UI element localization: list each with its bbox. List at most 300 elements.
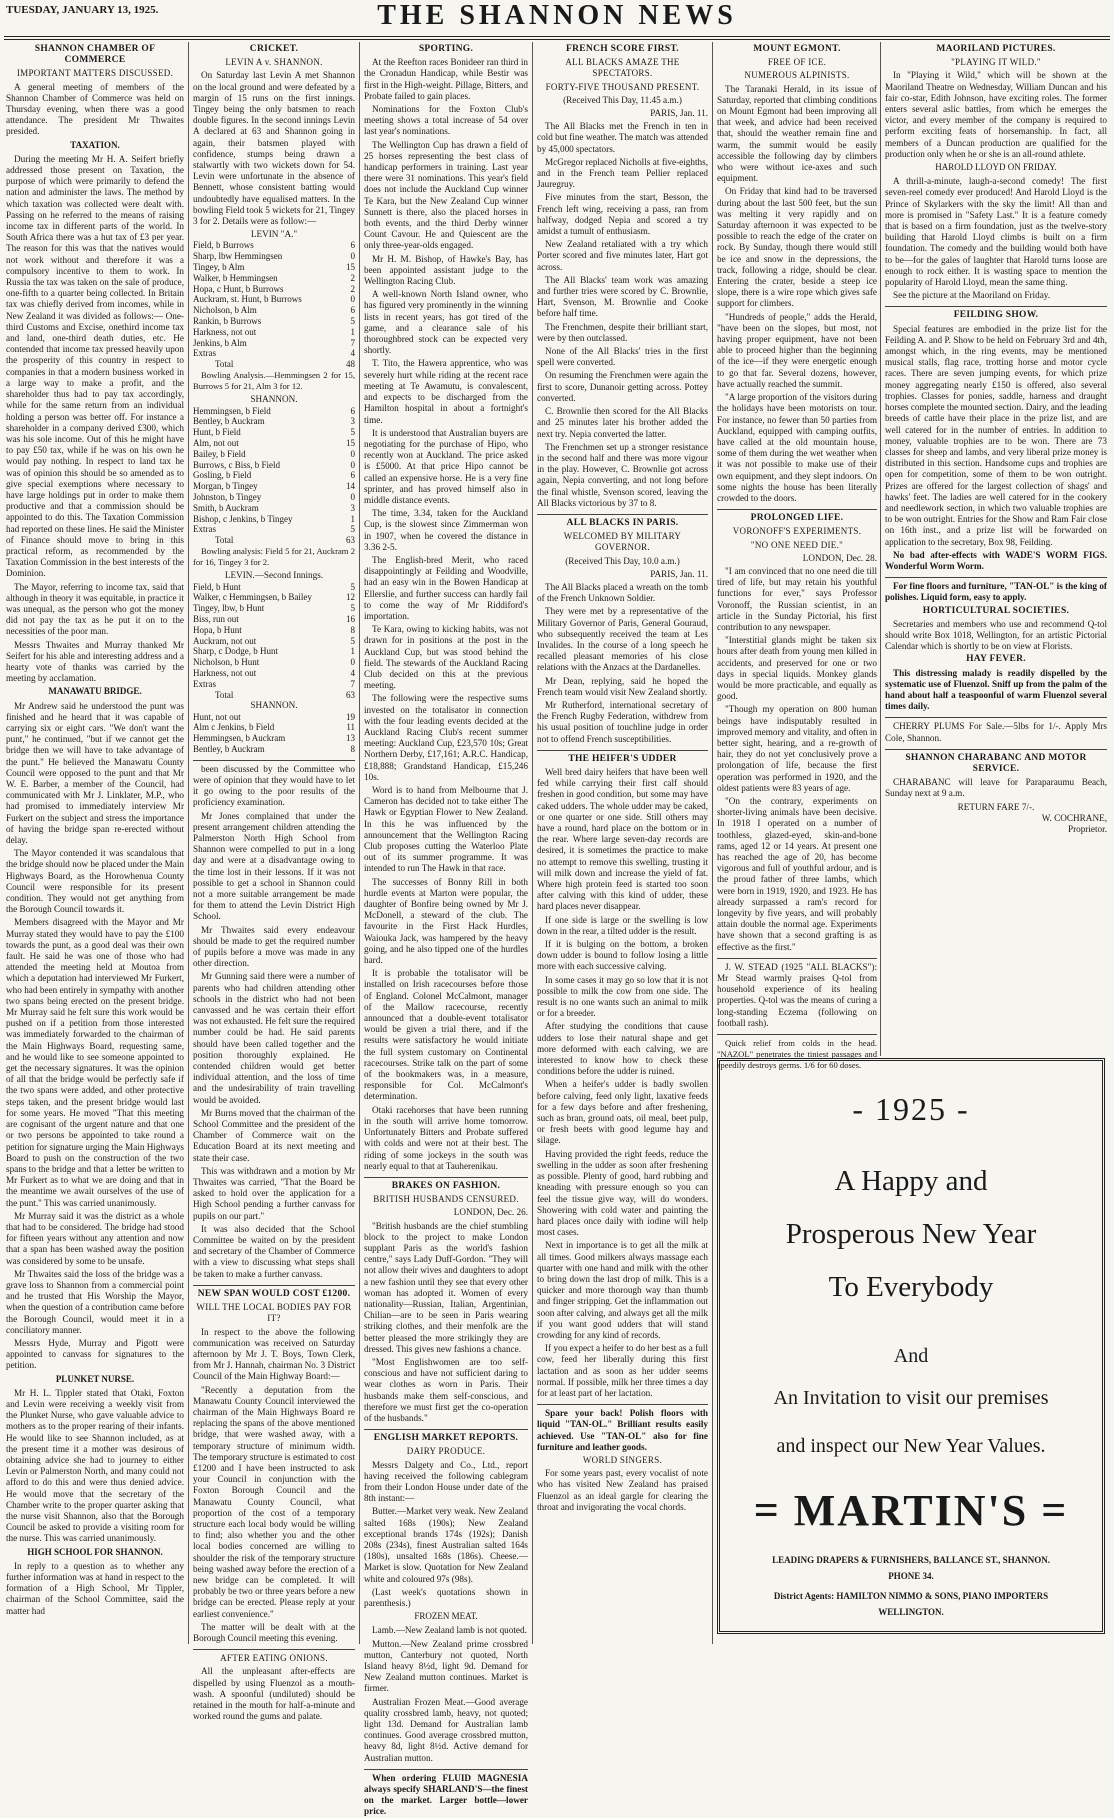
batsman-entry: Field, b Burrows [193,240,254,251]
column-6 [885,42,1107,1054]
batsman-entry: Rankin, b Burrows [193,316,262,327]
article-paragraph: On resuming the Frenchmen were again the first to score, Dunanoir getting across. Pottey converted. [537,370,708,403]
article-paragraph: The All Blacks met the French in ten in cold but fine weather. The match was attended by 45,000 spectators. [537,121,708,154]
batsman-runs: 1 [350,646,355,657]
batsman-entry: Sharp, c Dodge, b Hunt [193,646,278,657]
column-5 [717,42,877,1071]
batsman-entry: Alm c Jenkins, b Field [193,722,275,733]
article-paragraph: Five minutes from the start, Besson, the French left wing, receiving a pass, ran from halfway, dodged Nepia and scored a try amidst a tumult of enthusiasm. [537,192,708,237]
total-label: Total [215,535,234,546]
bowling-analysis: Bowling Analysis.—Hemmingsen 2 for 15, Burrows 5 for 21, Alm 3 for 12. [193,370,355,392]
batsman-runs: 13 [346,733,355,744]
batsman-runs: 4 [350,348,355,359]
ad-city: WELLINGTON. [878,1607,944,1617]
article-paragraph: McGregor replaced Nicholls at five-eighths, and in the French team Pellier replaced Jauregruy. [537,156,708,190]
advert-paragraph: All the unpleasant after-effects are dispelled by using Fluenzol as a mouth-wash. A spoonful (undiluted) should be retained in the mouth for half-a-minute and worked round the gums and palate. [193,1666,355,1722]
article-paragraph: Mr Dean, replying, said he hoped the French team would visit New Zealand shortly. [537,675,708,697]
subheadline: NUMEROUS ALPINISTS. [744,70,850,81]
scorecard-row [193,514,355,525]
article-paragraph: The successes of Bonny Rill in both hurdle events at Marton were popular, the daughter of Bonfire being owned by Mr J. McDonell, a steward of the club. The favourite in the First Hack Hurdles, Waiouka Jack, was hampered by the heavy going, and he also tipped one of the hurdles hard. [364,876,528,966]
batsman-runs: 15 [346,262,355,273]
article-paragraph: Messrs Thwaites and Murray thanked Mr Seifert for his able and interesting address and a hearty vote of thanks was carried by the meeting by acclamation. [6,639,184,684]
batsman-entry: Nicholson, b Alm [193,305,257,316]
article-paragraph: The Mayor contended it was scandalous that the bridge should now be placed under the Main Highways Board, as the Horowhenua County Council were responsible for its present condition. They would not get anything from the Borough Council towards it. [6,848,184,915]
column-3 [364,42,528,1817]
article-paragraph: It is probable the totalisator will be installed on Irish racecourses before those of England. Colonel McCalmont, manager of the Mallow racecourse, recently announced that a double-event totalisator would be given a trial there, and if the results were satisfactory he would initiate the full system customary on Continental racecourses. Strike talk on the part of some of the bookmakers was, in a measure, responsible for Col. McCalmont's determination. [364,968,528,1102]
article-paragraph: (Last week's quotations shown in parenthesis.) [364,1586,528,1609]
article-paragraph: Te Kara, owing to kicking habits, was not drawn for in positions at the post in the Auckland Cup, but was stood behind the field. The stewards of the Auckland Racing Club decided on this at the previous meeting. [364,624,528,691]
scorecard-row [193,273,355,284]
batsman-runs: 1 [350,326,355,337]
article-paragraph: Mr Murray said it was the district as a whole that had to be considered. The bridge had stood for fifteen years without any attention and now that a span has been washed away the position was considered by some to be unsafe. [6,1210,184,1266]
headline-feilding-show: FEILDING SHOW. [953,310,1039,321]
total-runs: 63 [346,535,355,546]
batsman-runs: 0 [350,448,355,459]
headline-horticultural: HORTICULTURAL SOCIETIES. [922,605,1070,616]
article-paragraph: Mr Rutherford, international secretary of the French Rugby Federation, withdrew from his usual position of touchline judge in order not to offend French susceptibilities. [537,699,708,744]
batsman-runs: 0 [350,657,355,668]
article-paragraph: None of the All Blacks' tries in the first spell were converted. [537,346,708,368]
article-paragraph: "A large proportion of the visitors during the holidays have been motorists on tour. For instance, no fewer than 50 parties from Auckland, equipped with camping outfits, have called at the old mountain house, some of them during the wet weather when it was not possible to make use of their own equipment, and they slept indoors. On some nights the house has been literally crowded to the doors. [717,392,877,503]
headline-sporting: SPORTING. [418,44,474,54]
article-paragraph: "Interstitial glands might be taken six hours after death from young men killed in accidents, and preserved for one or two days in special liquids. Monkey glands would be more practicable, and equally as good. [717,635,877,702]
team-heading: SHANNON. [250,700,298,711]
ad-address: LEADING DRAPERS & FURNISHERS, BALLANCE ST., SHANNON. [772,1555,1050,1565]
dateline: LONDON, Dec. 28. [802,552,877,563]
batsman-entry: Bishop, c Jenkins, b Tingey [193,513,293,524]
article-paragraph: "Though my operation on 800 human beings have indisputably resulted in improved memory and vitality, and often in better sight, hearing, and a re-growth of hair, they do not yet conclusively prove a prolongation of life, because the first operation was performed in 1920, and the oldest patients were 83 years of age. [717,704,877,793]
dateline: PARIS, Jan. 11. [650,568,708,579]
article-paragraph: If you expect a heifer to do her best as a full cow, feed her liberally during this first lactation and as soon as her udder seems normal. If possible, milk her three times a day for at least part of her lactation. [537,1343,708,1398]
article-paragraph: The following were the respective sums invested on the totalisator in connection with the four leading events decided at the Auckland Racing Club's recent summer meeting: Auckland Cup, £23,570 10s; Great Northern Derby, £17,161; A.R.C. Handicap, £18,888; Grandstand Handicap, £15,246 10s. [364,693,528,782]
article-paragraph: Mutton.—New Zealand prime crossbred mutton, Canterbury not quoted, North Island heavy 8½d, light 9d. Demand for New Zealand mutton continues. Market is firmer. [364,1638,528,1694]
article-paragraph: The Mayor, referring to income tax, said that although in theory it was equitable, in practice it was unequal, as the person who got the money did not pay the tax as he put it on to the necessities of the poor man. [6,581,184,637]
scorecard-row [193,524,355,535]
batsman-entry: Walker, c Hemmingsen, b Bailey [193,592,312,603]
subheadline: WELCOMED BY MILITARY GOVERNOR. [563,531,682,553]
subheadline: IMPORTANT MATTERS DISCUSSED. [16,68,174,79]
team-heading: LEVIN.—Second Innings. [224,570,324,581]
scorecard-row [193,460,355,471]
batsman-entry: Tingey, b Alm [193,262,245,273]
article-paragraph: They were met by a representative of the Military Governor of Paris, General Gouraud, who subsequently received the team at Les Invalides. In the course of a long speech he recalled pleasant memories of his close relations with the Anzacs at the Dardanelles. [537,606,708,673]
batsman-entry: Auckram, not out [193,635,257,646]
scorecard-row [193,733,355,744]
advert-paragraph: J. W. STEAD (1925 "ALL BLACKS"): Mr Stead warmly praises Q-tol from household experience of its healing properties. Q-tol was the means of curing a long-standing Eczema (following on football rash). [717,961,877,1028]
batsman-runs: 3 [350,416,355,427]
scorecard-row [193,327,355,338]
subheadline: FREE OF ICE. [767,57,827,68]
scorecard-row [193,406,355,417]
batsman-entry: Hunt, not out [193,711,241,722]
article-paragraph: C. Brownlie then scored for the All Blacks and 25 minutes later his brother added the next try. Nepia converted the latter. [537,406,708,439]
article-paragraph: The Taranaki Herald, in its issue of Saturday, reported that climbing conditions on Mount Egmont had been improving all that week, and advice had been received that, should the weather remain fine and warm, the summit would be easily accessible the following day by climbers who were without ice-axes and such equipment. [717,83,877,184]
article-paragraph: Australian Frozen Meat.—Good average quality crossbred lamb, heavy, not quoted; light 13d. Demand for Australian lamb continues. Good average crossbred mutton, heavy 8d, light 8½d. Active demand for Australian mutton. [364,1696,528,1763]
scorecard-row [193,262,355,273]
total-label: Total [215,359,234,370]
scorecard-row [193,316,355,327]
scorecard-row [193,481,355,492]
article-paragraph: New Zealand retaliated with a try which Porter scored and five minutes later, Hart got across. [537,239,708,272]
section-heading: TAXATION. [70,139,120,150]
batsman-runs: 5 [350,316,355,327]
divider [885,306,1107,307]
column-2 [193,42,355,1722]
batsman-entry: Morgan, b Tingey [193,481,258,492]
batsman-runs: 6 [350,240,355,251]
scorecard-row [193,668,355,679]
headline-mount-egmont: MOUNT EGMONT. [753,44,841,54]
batsman-runs: 5 [350,603,355,614]
divider [885,717,1107,718]
classified-ad: CHARABANC will leave for Paraparaumu Beach, Sunday next at 9 a.m. [885,777,1107,799]
fare-note: RETURN FARE 7/-. [957,801,1035,812]
article-paragraph: A well-known North Island owner, who has figured very prominently in the winning lists in recent years, has got tired of the game, and a clearance sale of his thoroughbred stock can be expected very shortly. [364,289,528,356]
article-paragraph: Mr Thwaites said every endeavour should be made to get the required number of pupils before a move was made in any other direction. [193,924,355,969]
batsman-runs: 19 [346,711,355,722]
batsman-entry: Hopa, c Hunt, b Burrows [193,283,284,294]
dateline: LONDON, Dec. 26. [453,1207,528,1218]
advert-paragraph: Spare your back! Polish floors with liquid "TAN-OL." Brilliant results easily achieved. Use "TAN-OL" also for fine furniture and leather goods. [537,1408,708,1452]
scorecard-total [193,359,355,370]
batsman-entry: Hemmingsen, b Auckram [193,733,286,744]
batsman-runs: 2 [350,283,355,294]
section-heading: HAROLD LLOYD ON FRIDAY. [935,162,1057,173]
article-paragraph: A general meeting of members of the Shannon Chamber of Commerce was held on Thursday evening, when there was a good attendance. The president Mr Thwaites presided. [6,81,184,137]
scorecard-row [193,503,355,514]
subheadline: DAIRY PRODUCE. [406,1446,486,1457]
scorecard-row [193,614,355,625]
advert-paragraph: No bad after-effects with WADE'S WORM FIGS. Wonderful Worm Worm. [885,549,1107,571]
article-paragraph: The English-bred Merit, who raced disappointingly at Feilding and Woodville, had an easy win in the Bowen Handicap at Ellerslie, and further success can hardly fail to come the way of Mr Riddiford's importation. [364,554,528,621]
batsman-entry: Smith, b Auckram [193,502,259,513]
scorecard-row [193,492,355,503]
batsman-entry: Sharp, lbw Hemmingsen [193,251,283,262]
section-heading: HIGH SCHOOL FOR SHANNON. [27,1546,163,1557]
advert-paragraph: For some years past, every vocalist of note who has visited New Zealand has praised Fluenzol as an ideal gargle for clearing the throat and invigorating the vocal chords. [537,1468,708,1512]
scorecard-row [193,582,355,593]
divider [885,577,1107,578]
batsman-entry: Nicholson, b Hunt [193,657,260,668]
article-paragraph: At the Reefton races Bonideer ran third in the Cronadun Handicap, while Bestir was first in the High-weight. Pillage, Bitters, and Probate failed to gain places. [364,57,528,101]
headline-market-reports: ENGLISH MARKET REPORTS. [373,1433,519,1444]
article-paragraph: Well bred dairy heifers that have been well fed while carrying their first calf should freshen in good condition, but some may have caked udders. The whole udder may be caked, or one quarter or one side. Still others may have a round, hard place on the bottom or in the rear. Where large seven-day records are desired, it is sometimes the practice to make no attempt to remove this swelling, trusting it will milk down and increase the yield of fat. Where high protein feed is started too soon after calving with this kind of udder, these hard places never disappear. [537,766,708,912]
scorecard-row [193,251,355,262]
headline-world-singers: WORLD SINGERS. [582,1454,663,1465]
article-paragraph: Mr Burns moved that the chairman of the School Committee and the president of the Chamber of Commerce wait on the Education Board at its next meeting and state their case. [193,1107,355,1163]
scorecard-row [193,636,355,647]
divider [193,760,355,761]
column-separator [712,42,713,1644]
scorecard-row [193,294,355,305]
batsman-runs: 0 [350,251,355,262]
batsman-runs: 5 [350,524,355,535]
batsman-entry: Harkness, not out [193,667,257,678]
article-paragraph: On Saturday last Levin A met Shannon on the local ground and were defeated by a margin of 15 runs on the first innings. Tingey being the only batsmen to reach double figures. In the second innings Levin A declared at 63 and Shannon going in again, their batsmen played with confidence, stumps being drawn a stalwartly with two wickets down for 54. Levin were unfortunate in the absence of Bennett, whose consistent batting would undoubtedly have equalised matters. In the bowling Field took 5 wickets for 21, Tingey 3 for 2. Details were as follow:— [193,70,355,227]
subheadline: "PLAYING IT WILD." [951,57,1041,68]
section-heading: PLUNKET NURSE. [55,1373,135,1384]
masthead-rule-lower [4,39,1110,40]
article-paragraph: The Frenchmen set up a stronger resistance in the second half and there was more vigour in the play. However, C. Brownlie got across again, Nepia converting, and not long before the final whistle, Svenson scored, leaving the All Blacks victorious by 37 to 8. [537,441,708,508]
advert-paragraph: For fine floors and furniture, "TAN-OL" is the king of polishes. Liquid form, easy to apply. [885,581,1107,603]
subheadline: LEVIN A v. SHANNON. [225,57,323,68]
article-paragraph: The Wellington Cup has drawn a field of 25 horses representing the best class of handicap performers in training. Last year there were 31 nominations. This year's field does not include the Auckland Cup winner Te Kara, but the New Zealand Cup winner Sunnett is there, also the placed horses in both events, and the third Derby winner Count Cavour. He and Quiescent are the only three-year-olds engaged. [364,139,528,251]
batsman-entry: Johnston, b Tingey [193,492,262,502]
subheadline: WILL THE LOCAL BODIES PAY FOR IT? [196,1302,352,1324]
article-paragraph: "I am convinced that no one need die till tired of life, but may retain his youthful functions for ever," says Professor Voronoff, the Russian scientist, in an article in the Sunday Pictorial, his first contribution to any newspaper. [717,565,877,632]
article-paragraph: "On the contrary, experiments on shorter-living animals have been decisive. In 1918 I operated on a number of toothless, glazed-eyed, skin-and-bone rams, aged 12 or 14 years. At present one has reached the age of 20, has become vigorous and full of youthful ardour, and is the proud father of three lambs, which were born in 1919, 1920, and 1923. He has already surpassed a ram's record for longevity by five years, and will probably attain double the normal age. Experiments have shown that a second grafting is as effective as the first." [717,796,877,952]
article-paragraph: been discussed by the Committee who were of opinion that they would have to let it go owing to the poor results of the proficiency examination. [193,763,355,808]
ad-greeting-line-3: To Everybody [828,1271,994,1303]
scorecard-row [193,744,355,755]
batsman-runs: 8 [350,743,355,754]
batsman-runs: 6 [350,305,355,316]
bowling-analysis: Bowling analysis: Field 5 for 21, Auckram 2 for 16, Tingey 3 for 2. [193,545,355,568]
article-paragraph: It was also decided that the School Committee be waited on by the president and secretary of the Chamber of Commerce with a view to discussing what steps shall be taken to make a further canvass. [193,1223,355,1279]
scorecard-row [193,657,355,668]
masthead-rule [4,36,1110,37]
advert-paragraph: When ordering FLUID MAGNESIA always specify SHARLAND'S—the finest on the market. Larger bottle—lower price. [364,1772,528,1817]
column-separator [532,42,533,1644]
article-paragraph: Mr Andrew said he understood the punt was finished and he heard that it was capable of carrying six or eight cars. "We don't want the punt," he continued, "but if we cannot get the bridge then we will have to take advantage of the punt." He believed the Manawatu County Council were opposed to the punt and that Mr W. E. Barber, a member of the Council, had communicated with Mr J. Linklater, M.P., who had promised to immediately interview Mr Furkert on the subject and stress the importance of having the bridge span re-erected without delay. [6,700,184,846]
article-paragraph: This was withdrawn and a motion by Mr Thwaites was carried, "That the Board be asked to hold over the application for a High School pending a further canvass for pupils on our part." [193,1165,355,1221]
ad-brand-name: = MARTIN'S = [753,1486,1069,1535]
batsman-runs: 0 [350,294,355,305]
article-paragraph: "Recently a deputation from the Manawatu County Council interviewed the chairman of the Main Highways Board re replacing the spans of the above mentioned bridge, that were washed away, with a temporary structure of minimum width. The temporary structure is estimated to cost £1200 and I have been instructed to ask your Council in conjunction with the Foxton Borough Council and the Manawatu County Council, what proportion of the cost of a temporary structure each local body would be willing to find; also whether you and the other local bodies concerned are willing to shoulder the risk of the temporary structure being washed away before the erection of a new bridge can be completed. It will probably be two or three years before a new bridge can be erected. Please reply at your earliest convenience." [193,1384,355,1619]
advert-paragraph: Quick relief from colds in the head. "NAZOL" penetrates the tiniest passages and speedily destroys germs. 1/6 for 60 doses. [717,1038,877,1071]
divider [193,1649,355,1650]
advert-paragraph: This distressing malady is readily dispelled by the systematic use of Fluenzol. Sniff up from the palm of the hand about half a teaspoonful of warm Fluenzol several times daily. [885,667,1107,712]
batsman-entry: Biss, run out [193,613,239,624]
subheadline: "NO ONE NEED DIE." [750,539,844,550]
article-paragraph: Having provided the right feeds, reduce the swelling in the udder as soon after freshening as possible. Plenty of good, hard rubbing and kneading with pressure enough so you can feel the tissue give way, will do wonders. Showering with cold water and painting the hard places once daily with iodine will help most cases. [537,1148,708,1238]
article-paragraph: After studying the conditions that cause udders to lose their natural shape and get more deformed with each calving, we are interested to know how to check these conditions before the udder is ruined. [537,1021,708,1077]
issue-date: TUESDAY, JANUARY 13, 1925. [6,4,159,16]
divider [717,958,877,959]
headline-hay-fever: HAY FEVER. [966,654,1026,665]
article-paragraph: During the meeting Mr H. A. Seifert briefly addressed those present on Taxation, the purpose of which were primarily to defend the nation and administer the laws. The method by which taxation was collected were dealt with. Passing on he referred to the means of raising income tax in different parts of the world. In South Africa there was a hut tax of £3 per year. The reason for this was that the natives would not work without and therefore it was a compulsory incentive to them to work. In Russia the tax was taken on the sale of produce, one-fifth to a quarter being collected. In Britain tax was chiefly derived from incomes, while in New Zealand it was divided as follows:— One-third Customs and Excise, onethird income tax and land, one-third death duties, etc. He contended that income tax pressed heavily upon the prosperity of this country in respect to companies in that a modern business worked in a large way to make a profit, and the shareholder thus had to pay tax accordingly, while for the same return from an individual holding a person was better off. For instance a shareholder in a company derived £300, which was his sole income. Out of this he might have to pay £50 tax, while if he was on his own he would pay nothing. In respect to land tax he was of opinion this should be so amended as to give special exemptions where necessary to have large holdings put in order to make them productive and that a commission should be appointed to do this. The Taxation Commission had reported on these lines. He said the Minister of Finance should move to bring in this practical reform, as recommended by the Taxation Commission in the best interests of the Dominion. [6,153,184,579]
divider [717,509,877,510]
scorecard-levin-first [193,240,355,359]
batsman-entry: Field, b Hunt [193,581,241,592]
headline-chamber-of-commerce: SHANNON CHAMBER OF COMMERCE [34,44,156,66]
divider [364,1177,528,1178]
scorecard-row [193,470,355,481]
article-paragraph: Special features are embodied in the prize list for the Feilding A. and P. Show to be held on February 3rd and 4th, amongst which, in the ring events, may be mentioned musical stalls, flag race, trotting horse and motor cycle races. There are seven jumping events, for which prize money aggregating nearly £150 is offered, also several trophies. Classes for ponies, saddle, harness and draught horses complete the mounted section. Dairy, and the leading breeds of cattle have their place in the prize list, and are well catered for in the number of entries. In addition to money, valuable trophies are to be won. There are 73 classes for sheep and lambs, and very liberal prize money is distributed in this section. Handsome cups and trophies are open for competition, some of them to be won outright. Prizes are offered for the largest collection of shags' and hawks' feet. The ladies are well catered for in the cookery and needlework section, in which two valuable trophies are to be won outright. Entries for the Show and Ram Fair close on 16th inst., and a prize list will be forwarded on application to the secretary, Box 98, Feilding. [885,323,1107,547]
article-paragraph: Secretaries and members who use and recommend Q-tol should write Box 1018, Wellington, for an artistic Pictorial Calendar which is shortly to be on view at Florists. [885,618,1107,652]
batsman-runs: 4 [350,667,355,678]
headline-heifers-udder: THE HEIFER'S UDDER [568,753,677,764]
batsman-runs: 6 [350,405,355,416]
article-paragraph: Nominations for the Foxton Club's meeting shows a total increase of 54 over last year's nominations. [364,104,528,137]
scorecard-row [193,438,355,449]
batsman-entry: Hunt, b Field [193,427,241,438]
batsman-entry: Hopa, b Hunt [193,624,242,635]
batsman-entry: Harkness, not out [193,326,257,337]
batsman-entry: Bailey, b Field [193,448,246,459]
batsman-entry: Bentley, b Auckram [193,743,265,754]
batsman-runs: 11 [346,722,355,733]
batsman-entry: Hemmingsen, b Field [193,405,271,416]
article-paragraph: In reply to a question as to whether any further information was at hand in respect to the formation of a High School, Mr Tippler, chairman of the School Committee, said the matter had [6,1560,184,1616]
ad-greeting-line-2: Prosperous New Year [785,1218,1037,1250]
article-paragraph: "British husbands are the chief stumbling block to the project to make London supplant Paris as the world's fashion centre," says Lady Duff-Gordon. "They will not allow their wives and daughters to adopt a new fashion until they see that every other woman has adopted it. Women of every nationality—Russian, Italian, Argentinian, Chilian—are to be seen in Paris wearing striking clothes, and their menfolk are the better pleased the more strikingly they are dressed. This gives new fashions a chance. [364,1220,528,1354]
scorecard-row [193,603,355,614]
article-paragraph: "Hundreds of people," adds the Herald, "have been on the slopes, but most, not having proper equipment, have not been able to proceed higher than the beginning of the ice—if they were energetic enough to go that far. Several dozens, however, have actually reached the summit. [717,311,877,389]
martins-advertisement [717,1058,1105,1634]
batsman-runs: 5 [350,427,355,438]
batsman-entry: Alm, not out [193,438,239,449]
article-paragraph: Word is to hand from Melbourne that J. Cameron has decided not to take either The Hawk or Egyptian Flower to New Zealand. In this he was influenced by the announcement that the Wellington Racing Club proposes cutting the Waterloo Plate out of its summer programme. It was intended to run The Hawk in that race. [364,785,528,874]
article-paragraph: "Most Englishwomen are too self-conscious and have not sufficient daring to wear clothes as worn in Paris. Their husbands make them self-conscious, and therefore we must first get the co-operation of the husbands." [364,1356,528,1423]
batsman-entry: Extras [193,678,216,689]
batsman-runs: 6 [350,470,355,481]
batsman-runs: 0 [350,459,355,470]
scorecard-row [193,722,355,733]
scorecard-row [193,679,355,690]
batsman-runs: 5 [350,635,355,646]
dateline: PARIS, Jan. 11. [650,108,708,119]
batsman-entry: Burrows, c Biss, b Field [193,459,281,470]
scorecard-row [193,348,355,359]
ad-invitation-line-1: An Invitation to visit our premises [773,1387,1049,1409]
column-4 [537,42,708,1644]
article-paragraph: Mr Gunning said there were a number of parents who had children attending other schools in the district who had not been canvassed and he was certain their effort was not exhausted. He felt sure the required number could be had. He said parents should have been called together and the position thoroughly explained. He contended children would get better individual attention, and the loss of time and the undesirability of train travelling would be avoided. [193,971,355,1105]
scorecard-row [193,338,355,349]
team-heading: LEVIN "A." [250,229,298,240]
divider [193,1285,355,1286]
column-separator [880,42,881,1056]
subheadline: VORONOFF'S EXPERIMENTS. [732,526,862,537]
scorecard-row [193,712,355,723]
article-paragraph: The All Blacks' team work was amazing and further tries were scored by C. Brownlie, Hart, Svenson, M. Brownlie and Cooke before half time. [537,274,708,319]
total-runs: 63 [346,689,355,700]
batsman-runs: 7 [350,337,355,348]
total-runs: 48 [346,359,355,370]
article-paragraph: When a heifer's udder is badly swollen before calving, feed only light, laxative feeds for a few days before and after freshening, such as bran, ground oats, oil meal, beet pulp, or fresh beets with good legume hay and silage. [537,1079,708,1146]
batsman-entry: Extras [193,524,216,535]
signature-title: Proprietor. [1067,824,1107,834]
article-paragraph: If one side is large or the swelling is low down in the rear, a tilted udder is the result. [537,914,708,936]
classified-ad: CHERRY PLUMS For Sale.—5lbs for 1/-. Apply Mrs Cole, Shannon. [885,721,1107,743]
scorecard-row [193,449,355,460]
batsman-entry: Bentley, b Auckram [193,416,265,427]
headline-new-span: NEW SPAN WOULD COST £1200. [197,1288,351,1299]
masthead [0,0,1114,38]
headline-prolonged-life: PROLONGED LIFE. [750,513,844,524]
scorecard-row [193,625,355,636]
article-paragraph: The time, 3.34, taken for the Auckland Cup, is the slowest since Zimmerman won in 1907, when he covered the distance in 3.36 2-5. [364,508,528,552]
team-heading: SHANNON. [250,394,298,405]
article-paragraph: Mr H. M. Bishop, of Hawke's Bay, has been appointed assistant judge to the Wellington Racing Club. [364,253,528,287]
batsman-runs: 1 [350,513,355,524]
article-paragraph: Members disagreed with the Mayor and Mr Murray stated they would have to pay the £100 towards the punt, as a good deal was their own fault. He said he was one of those who had attended the meeting held at Moutoa from which a deputation had interviewed Mr Furkert, who had been entirely in sympathy with another two spans being erected on the present bridge. Mr Murray said he felt sure this work would be pushed on if a petition from those interested was immediately forwarded to the chairman of the Main Highways Board, requesting same, and he would like to see someone appointed to get the necessary signatures. It was the opinion of all that the bridge would be perfectly safe if the two spans were added, and other protective steps taken, and the present bridge would last for some years. He moved "That this meeting are cognisant of the urgent nature and that one or two persons be appointed to take round a petition for signature urging the Main Highways Board to push on the construction of the two spans to the bridge and that a letter be written to Mr Furkert as to what we are doing and that in the meantime we await ourselves of the use of the punt." This was carried unanimously. [6,917,184,1208]
divider [364,1769,528,1770]
scorecard-row [193,416,355,427]
article-paragraph: Messrs Dalgety and Co., Ltd., report having received the following cablegram from their London House under date of the 8th instant:— [364,1459,528,1504]
scorecard-row [193,305,355,316]
subheadline: BRITISH HUSBANDS CENSURED. [373,1194,519,1205]
scorecard-row [193,592,355,603]
batsman-runs: 0 [350,492,355,502]
batsman-runs: 2 [350,272,355,283]
batsman-runs: 3 [350,502,355,513]
scorecard-shannon-second [193,712,355,755]
headline-fashion: BRAKES ON FASHION. [391,1180,501,1191]
ad-invitation-line-2: and inspect our New Year Values. [776,1435,1046,1457]
batsman-runs: 14 [346,481,355,492]
headline-onions: AFTER EATING ONIONS. [220,1653,328,1664]
article-paragraph: Mr H. L. Tippler stated that Otaki, Foxton and Levin were receiving a weekly visit from the Plunket Nurse, who gave valuable advice to mothers as to the proper rearing of their infants. He would like to see Shannon included, as at the present time it a mother was desirous of obtaining advice she had to journey to either Levin or Palmerston North, and many could not afford to do this and were thus denied advice. He would move that the secretary of the Chamber write to the proper quarter asking that the nurse visit Shannon, also that the Borough Council be asked to provide a visiting room for the nurse. This was carried unanimously. [6,1387,184,1544]
batsman-runs: 5 [350,581,355,592]
column-separator [188,42,189,1644]
divider [885,749,1107,750]
scorecard-row [193,646,355,657]
total-label: Total [215,689,234,700]
column-separator [359,42,360,1644]
batsman-entry: Auckram, st. Hunt, b Burrows [193,294,302,305]
divider [717,1034,877,1035]
article-paragraph: It is understood that Australian buyers are negotiating for the purchase of Hipo, who recently won at Auckland. The price asked is £5000. At that price Hipo cannot be called an expensive horse. He is a very fine sprinter, and has proved himself also in middle distance events. [364,427,528,505]
article-paragraph: In respect to the above the following communication was received on Saturday afternoon by Mr J. T. Boys, Town Clerk, from Mr J. Hannah, chairman No. 3 District Council of the Main Highway Board:— [193,1326,355,1382]
received-note: (Received This Day, 11.45 a.m.) [563,94,682,105]
divider [537,1404,708,1405]
article-paragraph: See the picture at the Maoriland on Friday. [893,290,1051,301]
batsman-entry: Walker, b Hemmingsen [193,272,278,283]
article-paragraph: Lamb.—New Zealand lamb is not quoted. [372,1625,527,1636]
headline-all-blacks-paris: ALL BLACKS IN PARIS. [566,517,679,528]
divider [537,750,708,751]
batsman-entry: Gosling, b Field [193,470,252,481]
article-paragraph: Next in importance is to get all the milk at all times. Good milkers always massage each quarter with one hand and milk with the other to bring down the last drop of milk. This is a quicker and more thorough way than thumb and finger stripping. Get the inflammation out soon after calving, and always get all the milk if you want good udders that will stand crowding for any kind of records. [537,1240,708,1340]
headline-maoriland-pictures: MAORILAND PICTURES. [936,44,1056,54]
subheadline: FORTY-FIVE THOUSAND PRESENT. [545,81,700,92]
scorecard-row [193,284,355,295]
scorecard-row [193,427,355,438]
batsman-entry: Jenkins, b Alm [193,337,247,348]
article-paragraph: Otaki racehorses that have been running in the south will arrive home tomorrow. Unfortunately Bitters and Probate suffered with colds and were not at their best. The riding of some jockeys in the south was nearly equal to that at Tauherenikau. [364,1104,528,1171]
ad-phone: PHONE 34. [888,1571,934,1581]
headline-french-score: FRENCH SCORE FIRST. [566,44,679,54]
scorecard-levin-second [193,582,355,690]
section-heading: FROZEN MEAT. [414,1611,478,1622]
newspaper-title: THE SHANNON NEWS [377,0,737,31]
subheadline: ALL BLACKS AMAZE THE SPECTATORS. [565,57,680,79]
column-1 [6,42,184,1644]
batsman-runs: 12 [346,592,355,603]
article-paragraph: The Frenchmen, despite their brilliant start, were by then outclassed. [537,321,708,343]
headline-cricket: CRICKET. [249,44,299,54]
divider [364,1429,528,1430]
scorecard-row [193,240,355,251]
article-paragraph: Mr Thwaites said the loss of the bridge was a grave loss to Shannon from a commercial point and he trusted that His Worship the Mayor, when the question of a contribution came before the Borough Council, would meet it in a conciliatory manner. [6,1268,184,1335]
article-paragraph: Butter.—Market very weak. New Zealand salted 168s (190s); New Zealand exceptional brands 174s (192s); Danish 208s (234s), finest Australian salted 164s (180s), unsalted 168s (186s). Cheese.—Market is slow. Quotation for New Zealand white and coloured 97s (98s). [364,1506,528,1584]
batsman-runs: 16 [346,613,355,624]
batsman-runs: 8 [350,624,355,635]
received-note: (Received This Day, 10.0 a.m.) [565,555,680,566]
ad-year: - 1925 - [852,1091,970,1127]
scorecard-shannon-first [193,406,355,536]
article-paragraph: Messrs Hyde, Murray and Pigott were appointed to canvass for signatures to the petition. [6,1337,184,1371]
signature-name: W. COCHRANE, [1041,812,1107,823]
divider [537,514,708,515]
article-paragraph: In some cases it may go so low that it is not possible to milk the cow from one side. The result is no one wants such an animal to milk or for a breeder. [537,974,708,1019]
scorecard-total [193,690,355,701]
article-paragraph: The All Blacks placed a wreath on the tomb of the French Unknown Soldier. [537,581,708,604]
ad-greeting-line-1: A Happy and [834,1165,988,1197]
article-paragraph: Mr Jones complained that under the present arrangement children attending the Palmerston North High School from Shannon were compelled to put in a long day and were at a disadvantage owing to the time lost in their lessons. If it was not possible to get a school in Shannon could not a more suitable arrangement be made for them to attend the Levin District High School. [193,810,355,922]
ad-agents: District Agents: HAMILTON NIMMO & SONS, PIANO IMPORTERS [773,1591,1049,1601]
